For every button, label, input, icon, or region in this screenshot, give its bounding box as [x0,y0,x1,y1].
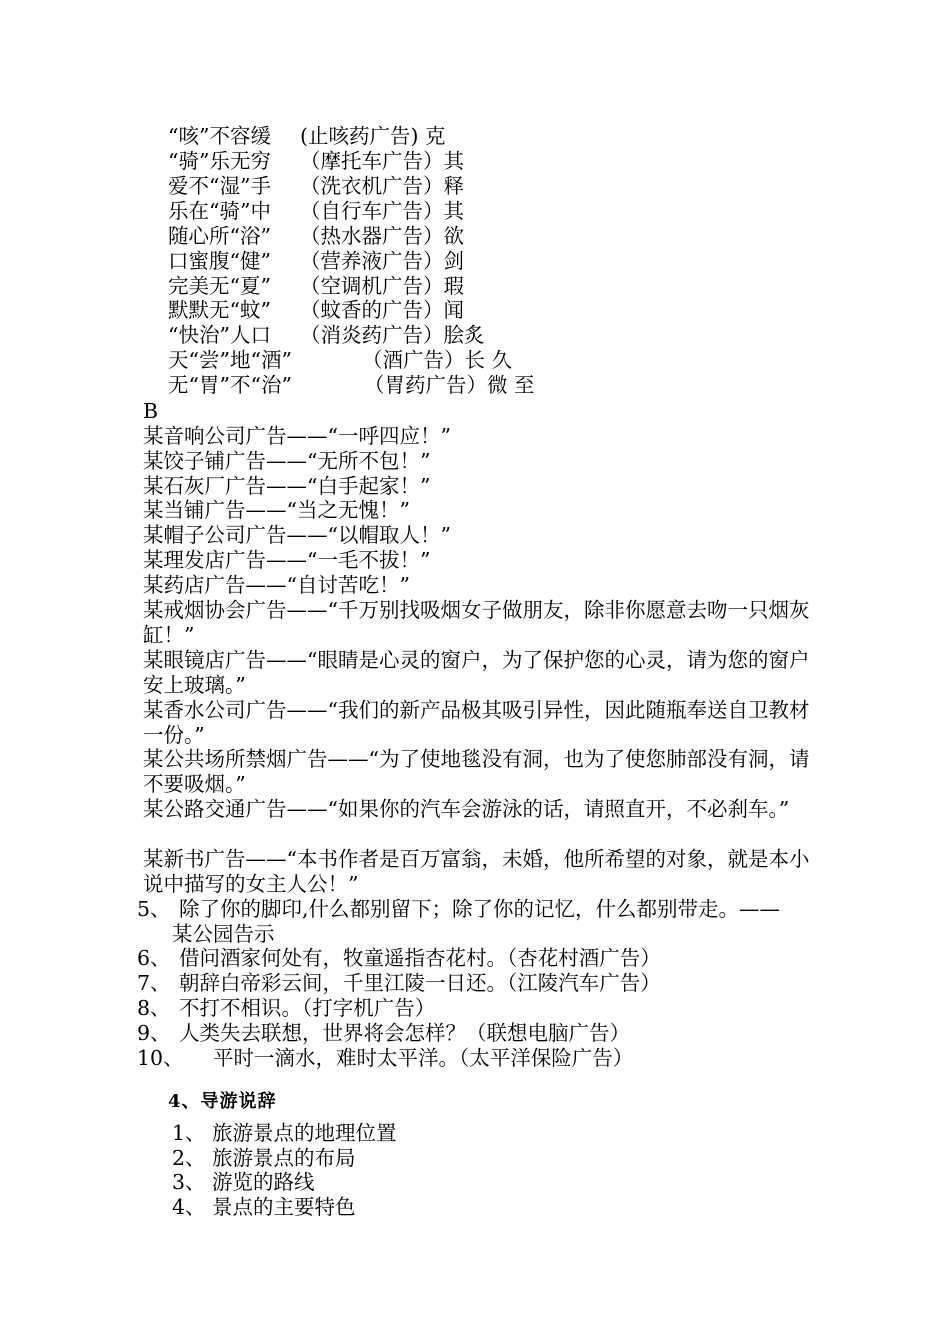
idiom-line: “咳”不容缓 (止咳药广告) 克 [168,124,446,148]
ad-slogan: 某石灰厂广告——“白手起家！” [143,474,431,498]
guide-item: 3、 游览的路线 [172,1170,315,1194]
idiom-line: 默默无“蚊” （蚊香的广告）闻 [168,298,464,322]
section-heading: 4、导游说辞 [168,1091,277,1112]
idiom-line: 爱不“湿”手 （洗衣机广告）释 [168,174,464,198]
idiom-line: “骑”乐无穷 （摩托车广告）其 [168,149,464,173]
numbered-item-continuation: 某公园告示 [172,922,275,946]
numbered-item: 9、 人类失去联想，世界将会怎样？（联想电脑广告） [137,1021,630,1045]
ad-slogan: 某新书广告——“本书作者是百万富翁，未婚，他所希望的对象，就是本小说中描写的女主人公！” [143,847,810,896]
ad-slogan: 某帽子公司广告——“以帽取人！” [143,523,451,547]
ad-slogan: 某公共场所禁烟广告——“为了使地毯没有洞，也为了使您肺部没有洞，请不要吸烟。” [143,747,810,796]
idiom-line: 随心所“浴” （热水器广告）欲 [168,224,464,248]
ad-slogan: 某当铺广告——“当之无愧！” [143,498,410,522]
idiom-line: 乐在“骑”中 （自行车广告）其 [168,199,464,223]
ad-slogan: 某饺子铺广告——“无所不包！” [143,449,431,473]
ad-slogan: 某戒烟协会广告——“千万别找吸烟女子做朋友，除非你愿意去吻一只烟灰缸！” [143,598,810,647]
ad-slogan: 某理发店广告——“一毛不拔！” [143,548,431,572]
numbered-item: 5、 除了你的脚印,什么都别留下；除了你的记忆，什么都别带走。—— [137,897,781,921]
idiom-line: 无“胃”不“治” （胃药广告）微 至 [168,373,535,397]
numbered-item: 10、 平时一滴水，难时太平洋。（太平洋保险广告） [137,1046,634,1070]
numbered-item: 8、 不打不相识。（打字机广告） [137,996,436,1020]
idiom-line: 完美无“夏” （空调机广告）瑕 [168,274,464,298]
ad-slogan: 某音响公司广告——“一呼四应！” [143,424,451,448]
idiom-line: 口蜜腹“健” （营养液广告）剑 [168,249,464,273]
ad-slogan: 某药店广告——“自讨苦吃！” [143,573,410,597]
guide-item: 1、 旅游景点的地理位置 [172,1121,397,1145]
guide-item: 4、 景点的主要特色 [172,1195,356,1219]
ad-slogan: 某眼镜店广告——“眼睛是心灵的窗户，为了保护您的心灵，请为您的窗户安上玻璃。” [143,648,810,697]
idiom-line: 天“尝”地“酒” （酒广告）长 久 [168,348,513,372]
ad-slogan: 某公路交通广告——“如果你的汽车会游泳的话，请照直开，不必刹车。” [143,797,790,821]
section-b-label: B [143,399,159,423]
numbered-item: 7、 朝辞白帝彩云间，千里江陵一日还。（江陵汽车广告） [137,971,661,995]
idiom-line: “快治”人口 （消炎药广告）脍炙 [168,323,485,347]
numbered-item: 6、 借问酒家何处有，牧童遥指杏花村。（杏花村酒广告） [137,946,661,970]
guide-item: 2、 旅游景点的布局 [172,1146,356,1170]
ad-slogan: 某香水公司广告——“我们的新产品极其吸引异性，因此随瓶奉送自卫教材一份。” [143,698,810,747]
